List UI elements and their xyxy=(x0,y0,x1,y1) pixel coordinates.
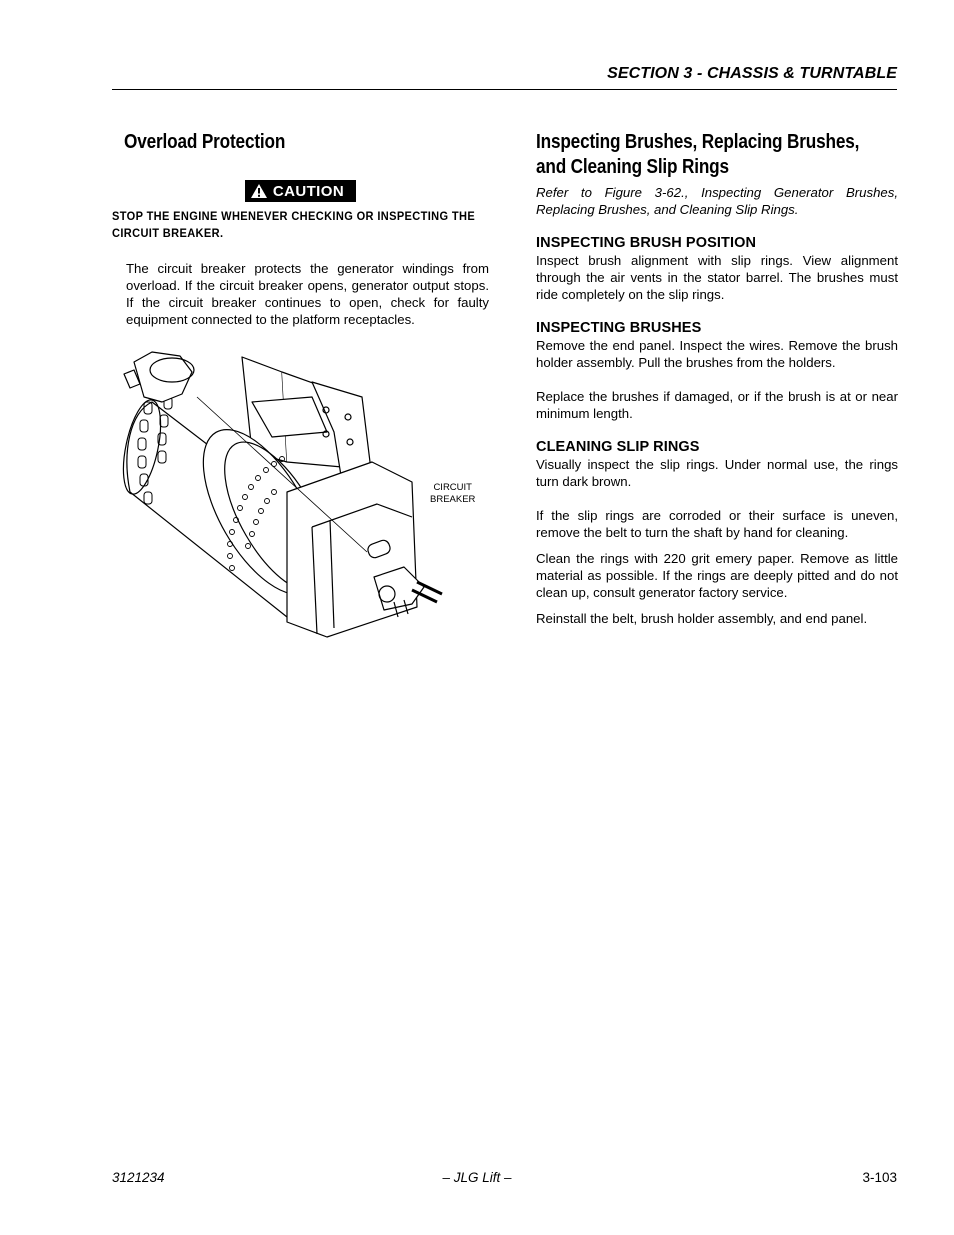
caution-label: CAUTION xyxy=(272,182,345,200)
paragraph: If the slip rings are corroded or their surface is uneven, remove the belt to turn the shaft by hand for cleaning. xyxy=(536,508,898,540)
header-rule xyxy=(112,89,897,90)
generator-figure xyxy=(112,342,489,642)
heading-cleaning-slip-rings: CLEANING SLIP RINGS xyxy=(536,439,700,455)
footer-doc-number: 3121234 xyxy=(112,1170,165,1185)
caution-banner-wrap xyxy=(112,180,489,204)
circuit-breaker-callout xyxy=(430,482,475,506)
footer-page-number: 3-103 xyxy=(862,1170,897,1185)
title-line-1: Inspecting Brushes, Replacing Brushes, xyxy=(536,131,860,153)
heading-inspecting-brushes: INSPECTING BRUSHES xyxy=(536,320,702,336)
title-line-2: and Cleaning Slip Rings xyxy=(536,156,729,178)
warning-triangle-icon xyxy=(250,183,268,199)
footer-brand: – JLG Lift – xyxy=(442,1170,512,1185)
callout-line-1: CIRCUIT xyxy=(433,482,472,493)
right-column xyxy=(536,130,898,627)
overload-protection-title: Overload Protection xyxy=(124,131,286,153)
paragraph: Remove the end panel. Inspect the wires. Remove the brush holder assembly. Pull the brushes from the holders. xyxy=(536,338,898,370)
caution-banner xyxy=(245,180,356,202)
left-column xyxy=(112,130,489,642)
overload-body-text: The circuit breaker protects the generator windings from overload. If the circuit breaker opens, generator output stops. If the circuit breaker continues to open, check for faulty equipment connected to the platform receptacles. xyxy=(126,261,489,327)
caution-warning-text: STOP THE ENGINE WHENEVER CHECKING OR INSPECTING THE CIRCUIT BREAKER. xyxy=(112,209,476,240)
callout-line-2: BREAKER xyxy=(430,494,476,505)
paragraph: Replace the brushes if damaged, or if the brush is at or near minimum length. xyxy=(536,389,898,421)
paragraph: Visually inspect the slip rings. Under normal use, the rings turn dark brown. xyxy=(536,457,898,489)
heading-brush-position: INSPECTING BRUSH POSITION xyxy=(536,235,757,251)
inspecting-brushes-title xyxy=(536,130,897,180)
paragraph: Reinstall the belt, brush holder assembly, and end panel. xyxy=(536,611,868,626)
paragraph: Inspect brush alignment with slip rings. View alignment through the air vents in the stator barrel. The brushes must ride completely on the slip rings. xyxy=(536,253,898,302)
paragraph: Clean the rings with 220 grit emery paper. Remove as little material as possible. If the rings are deeply pitted and do not clean up, consult generator factory service. xyxy=(536,551,898,600)
figure-reference: Refer to Figure 3-62., Inspecting Generator Brushes, Replacing Brushes, and Cleaning Slip Rings. xyxy=(536,185,898,217)
section-header: SECTION 3 - CHASSIS & TURNTABLE xyxy=(607,65,897,82)
